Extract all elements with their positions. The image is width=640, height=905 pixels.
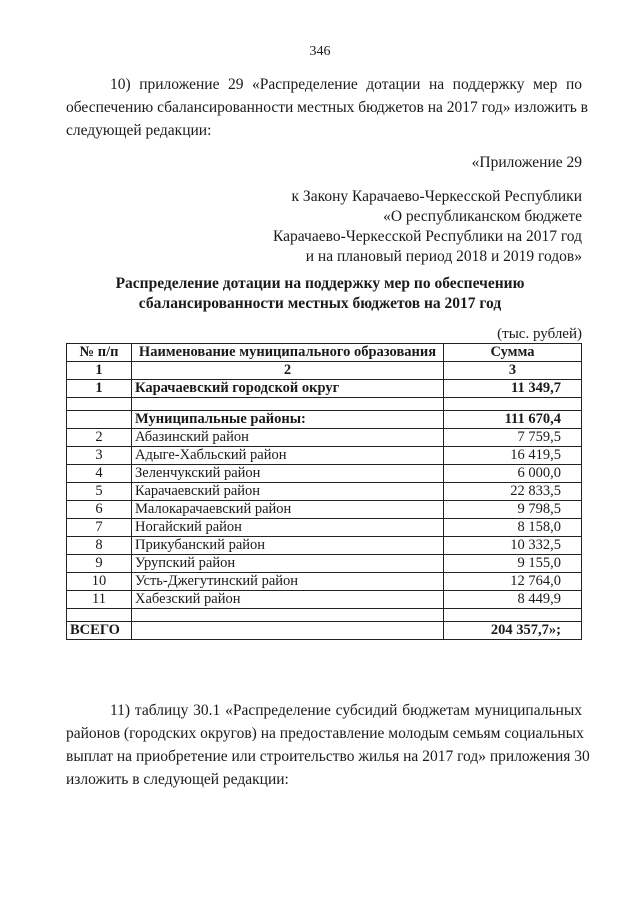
outro-line: изложить в следующей редакции: [66, 771, 289, 788]
row-name: Прикубанский район [132, 537, 444, 555]
row-sum: 7 759,5 [444, 429, 582, 447]
row-number: 11 [67, 591, 132, 609]
intro-line: 10) приложение 29 «Распределение дотации на поддержку мер по [110, 76, 582, 93]
table-row [67, 519, 582, 537]
row-number: 6 [67, 501, 132, 519]
row-number: 7 [67, 519, 132, 537]
table-row [67, 483, 582, 501]
appendix-reference [273, 187, 582, 267]
intro-line: следующей редакции: [66, 122, 212, 139]
row-name: Адыге-Хабльский район [132, 447, 444, 465]
appendix-title: «Приложение 29 [471, 154, 582, 171]
row-sum: 9 155,0 [444, 555, 582, 573]
table-title-line: Распределение дотации на поддержку мер по обеспечению [115, 275, 525, 292]
intro-line: обеспечению сбалансированности местных бюджетов на 2017 год» изложить в [66, 99, 588, 116]
outro-paragraph [66, 699, 590, 791]
row-sum: 16 419,5 [444, 447, 582, 465]
column-numbers-row [67, 362, 582, 380]
appendix-line: «О республиканском бюджете [383, 208, 582, 225]
column-number: 1 [67, 362, 132, 380]
row-name: Зеленчукский район [132, 465, 444, 483]
row-number: 5 [67, 483, 132, 501]
row-name: Хабезский район [132, 591, 444, 609]
table-row [67, 429, 582, 447]
outro-line: 11) таблицу 30.1 «Распределение субсидий бюджетам муниципальных [110, 702, 582, 719]
row-number: 10 [67, 573, 132, 591]
appendix-line: и на плановый период 2018 и 2019 годов» [305, 248, 582, 265]
row-name: Усть-Джегутинский район [132, 573, 444, 591]
table-row [67, 573, 582, 591]
row-sum: 12 764,0 [444, 573, 582, 591]
row-name: Карачаевский район [132, 483, 444, 501]
table-title [0, 274, 640, 314]
row-number: 9 [67, 555, 132, 573]
row-number: 1 [67, 380, 132, 398]
row-name: Абазинский район [132, 429, 444, 447]
total-label: ВСЕГО [67, 622, 132, 640]
row-sum: 11 349,7 [444, 380, 582, 398]
intro-paragraph [66, 73, 588, 142]
table-header-row [67, 344, 582, 362]
row-number: 8 [67, 537, 132, 555]
column-number: 3 [444, 362, 582, 380]
outro-line: выплат на приобретение или строительство жилья на 2017 год» приложения 30 [66, 748, 590, 765]
header-number: № п/п [67, 344, 132, 362]
units-label: (тыс. рублей) [497, 326, 582, 342]
table-row [67, 465, 582, 483]
row-sum: 22 833,5 [444, 483, 582, 501]
table-row [67, 447, 582, 465]
column-number: 2 [132, 362, 444, 380]
table-row [67, 555, 582, 573]
table-row-city [67, 380, 582, 398]
total-value: 204 357,7»; [444, 622, 582, 640]
appendix-line: Карачаево-Черкесской Республики на 2017 год [273, 228, 582, 245]
row-name: Малокарачаевский район [132, 501, 444, 519]
row-name: Ногайский район [132, 519, 444, 537]
outro-line: районов (городских округов) на предоставление молодым семьям социальных [66, 725, 584, 742]
row-name: Карачаевский городской округ [132, 380, 444, 398]
table-title-line: сбалансированности местных бюджетов на 2017 год [138, 295, 502, 312]
row-sum: 9 798,5 [444, 501, 582, 519]
row-sum: 6 000,0 [444, 465, 582, 483]
page-number: 346 [309, 44, 331, 59]
spacer-row [67, 398, 582, 411]
row-sum: 10 332,5 [444, 537, 582, 555]
districts-total: 111 670,4 [444, 411, 582, 429]
table-row-total [67, 622, 582, 640]
table-row [67, 537, 582, 555]
appendix-line: к Закону Карачаево-Черкесской Республики [291, 188, 582, 205]
table-row [67, 591, 582, 609]
row-sum: 8 449,9 [444, 591, 582, 609]
row-number: 2 [67, 429, 132, 447]
row-number: 4 [67, 465, 132, 483]
header-sum: Сумма [444, 344, 582, 362]
header-name: Наименование муниципального образования [132, 344, 444, 362]
distribution-table [66, 343, 582, 640]
table-row [67, 501, 582, 519]
table-row-districts [67, 411, 582, 429]
row-name: Урупский район [132, 555, 444, 573]
districts-label: Муниципальные районы: [132, 411, 444, 429]
row-sum: 8 158,0 [444, 519, 582, 537]
spacer-row [67, 609, 582, 622]
row-number: 3 [67, 447, 132, 465]
